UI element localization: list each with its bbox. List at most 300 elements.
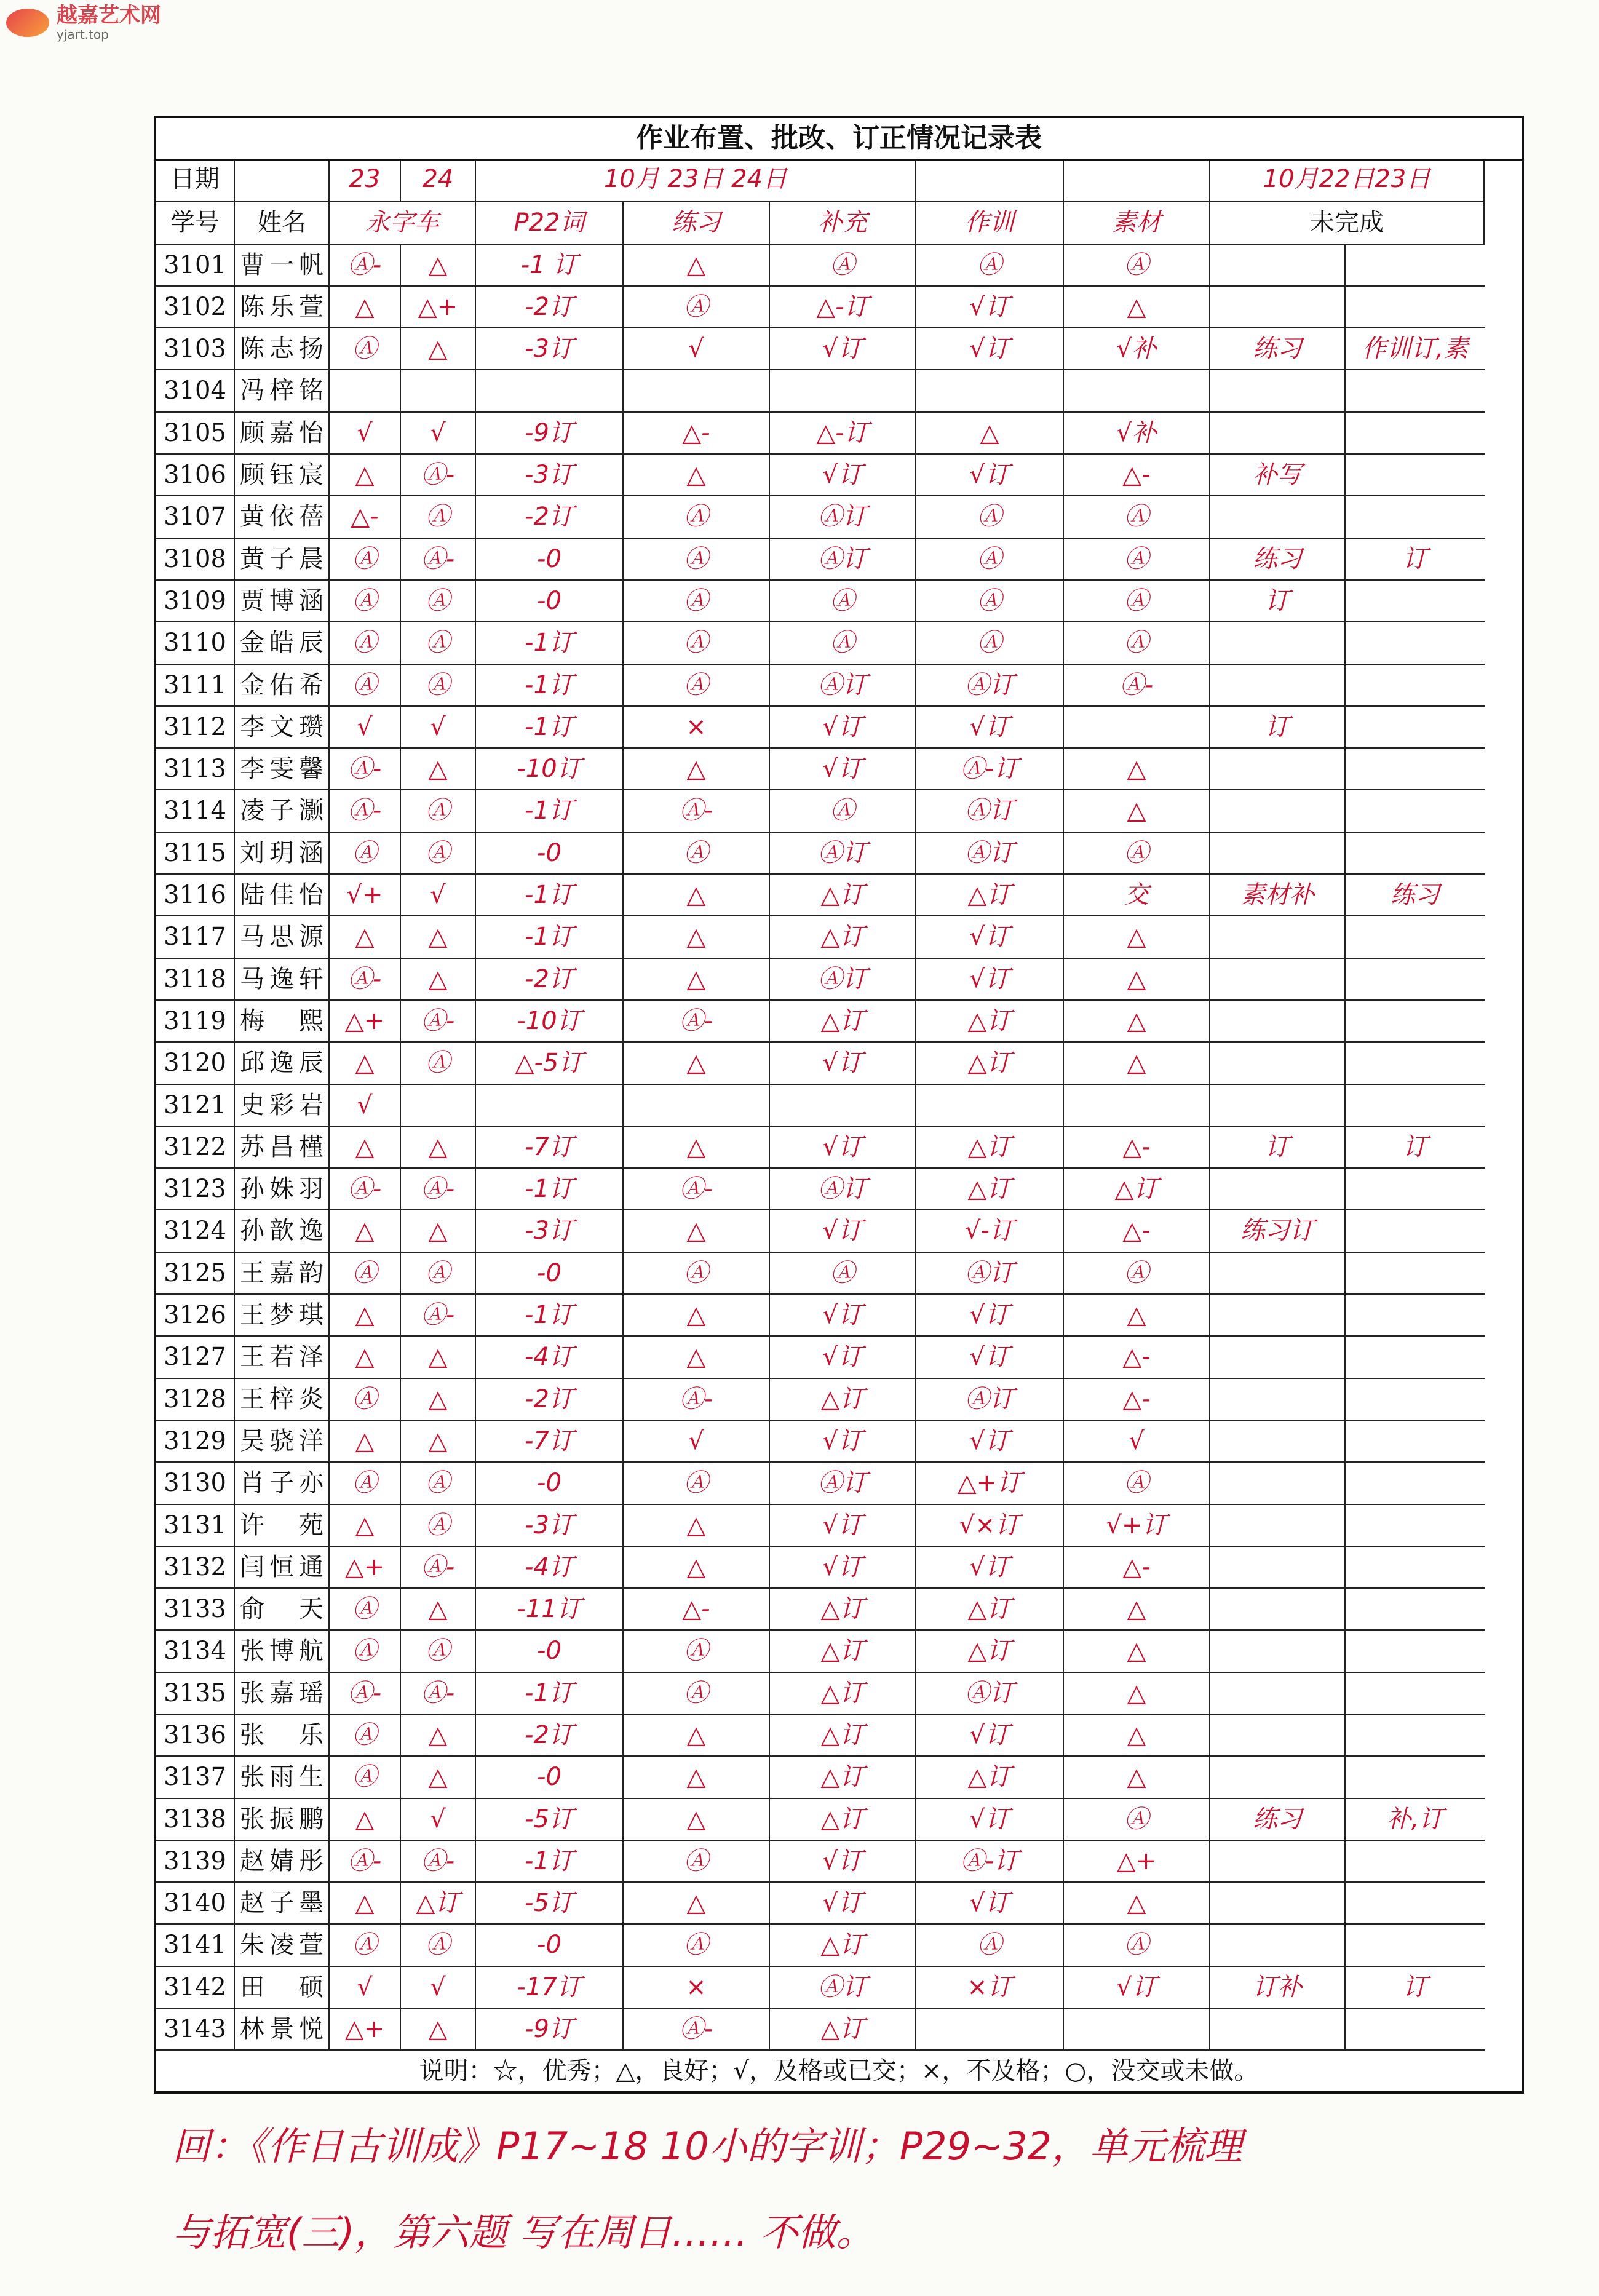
mark-buchong-cell: √订 [770, 1421, 916, 1463]
mark-p22-cell: -2订 [476, 959, 624, 1001]
mark-sucai-cell: Ⓐ [1064, 581, 1210, 622]
incomplete-1-cell [1210, 1463, 1346, 1504]
mark-sucai-cell [1064, 2009, 1210, 2051]
student-id-cell: 3109 [156, 581, 235, 622]
mark-sucai-cell: Ⓐ- [1064, 665, 1210, 707]
mark-sucai-cell [1064, 1085, 1210, 1127]
mark-zuoxun-cell: Ⓐ [916, 245, 1064, 287]
student-id-cell: 3116 [156, 875, 235, 916]
mark-zuoxun-cell: Ⓐ [916, 539, 1064, 581]
mark-zuoxun-cell: √订 [916, 1799, 1064, 1841]
mark-p22-cell: -3订 [476, 328, 624, 370]
mark-sucai-cell: √订 [1064, 1967, 1210, 2009]
mark-p22-cell: -10订 [476, 749, 624, 790]
mark-p22-cell: -1订 [476, 1295, 624, 1337]
incomplete-1-cell [1210, 833, 1346, 875]
student-name-cell: 张振鹏 [235, 1799, 330, 1841]
column-header-row [156, 202, 1522, 244]
mark-p22-cell: -0 [476, 1631, 624, 1672]
mark-sucai-cell: √+订 [1064, 1505, 1210, 1547]
col-header-incomplete: 未完成 [1210, 202, 1485, 244]
mark-sucai-cell: △ [1064, 916, 1210, 958]
mark-sucai-cell: △ [1064, 1673, 1210, 1715]
student-id-cell: 3138 [156, 1799, 235, 1841]
mark-zuoxun-cell: √订 [916, 287, 1064, 328]
mark-p22-cell: -1订 [476, 665, 624, 707]
incomplete-1-cell [1210, 2009, 1346, 2051]
mark-p22-cell: -0 [476, 1757, 624, 1798]
mark-p22-cell: -4订 [476, 1547, 624, 1589]
student-id-cell: 3136 [156, 1715, 235, 1757]
mark-yongzi-24-cell: Ⓐ [401, 1505, 476, 1547]
mark-lianxi-cell: △ [624, 1799, 770, 1841]
incomplete-1-cell [1210, 496, 1346, 538]
incomplete-1-cell: 练习 [1210, 328, 1346, 370]
mark-buchong-cell: △订 [770, 1631, 916, 1672]
mark-zuoxun-cell: Ⓐ订 [916, 833, 1064, 875]
student-id-cell: 3119 [156, 1001, 235, 1043]
mark-sucai-cell: △ [1064, 749, 1210, 790]
student-name-cell: 贾博涵 [235, 581, 330, 622]
incomplete-1-cell: 订 [1210, 1127, 1346, 1169]
incomplete-2-cell [1346, 1085, 1485, 1127]
incomplete-2-cell [1346, 959, 1485, 1001]
mark-yongzi-23-cell: △ [330, 1799, 401, 1841]
incomplete-1-cell [1210, 1043, 1346, 1084]
mark-yongzi-24-cell: √ [401, 875, 476, 916]
incomplete-1-cell: 订补 [1210, 1967, 1346, 2009]
incomplete-2-cell [1346, 749, 1485, 790]
student-id-cell: 3129 [156, 1421, 235, 1463]
incomplete-1-cell: 练习 [1210, 1799, 1346, 1841]
mark-zuoxun-cell: √订 [916, 1547, 1064, 1589]
student-name-cell: 顾嘉怡 [235, 413, 330, 455]
student-id-cell: 3111 [156, 665, 235, 707]
mark-yongzi-24-cell: Ⓐ [401, 1253, 476, 1295]
mark-sucai-cell: Ⓐ [1064, 622, 1210, 664]
student-id-cell: 3127 [156, 1337, 235, 1378]
mark-buchong-cell: Ⓐ订 [770, 1169, 916, 1210]
col-header-yongzi: 永字车 [330, 202, 476, 244]
incomplete-2-cell: 订 [1346, 1967, 1485, 2009]
mark-zuoxun-cell: √订 [916, 1295, 1064, 1337]
student-id-cell: 3139 [156, 1841, 235, 1883]
mark-lianxi-cell: Ⓐ- [624, 1001, 770, 1043]
mark-yongzi-23-cell: △+ [330, 2009, 401, 2051]
mark-zuoxun-cell: ×订 [916, 1967, 1064, 2009]
mark-buchong-cell: △订 [770, 875, 916, 916]
mark-p22-cell: -1订 [476, 707, 624, 749]
student-name-cell: 吴骁洋 [235, 1421, 330, 1463]
student-name-cell: 张 乐 [235, 1715, 330, 1757]
incomplete-2-cell [1346, 1463, 1485, 1504]
mark-sucai-cell: △+ [1064, 1841, 1210, 1883]
incomplete-2-cell [1346, 1421, 1485, 1463]
incomplete-1-cell: 订 [1210, 581, 1346, 622]
student-id-cell: 3134 [156, 1631, 235, 1672]
mark-yongzi-23-cell: Ⓐ [330, 833, 401, 875]
mark-zuoxun-cell: √订 [916, 1337, 1064, 1378]
student-name-cell: 邱逸辰 [235, 1043, 330, 1084]
mark-yongzi-24-cell: Ⓐ- [401, 539, 476, 581]
mark-sucai-cell: △ [1064, 287, 1210, 328]
student-id-cell: 3113 [156, 749, 235, 790]
mark-zuoxun-cell: △订 [916, 1043, 1064, 1084]
student-id-cell: 3135 [156, 1673, 235, 1715]
mark-yongzi-24-cell: △ [401, 245, 476, 287]
mark-buchong-cell: △订 [770, 1001, 916, 1043]
mark-yongzi-23-cell: △ [330, 916, 401, 958]
mark-yongzi-24-cell: Ⓐ [401, 790, 476, 832]
mark-yongzi-23-cell: Ⓐ [330, 539, 401, 581]
mark-sucai-cell: Ⓐ [1064, 1799, 1210, 1841]
mark-buchong-cell: △订 [770, 2009, 916, 2051]
mark-yongzi-23-cell: △ [330, 1127, 401, 1169]
date-mark-2: 24 [401, 161, 476, 202]
mark-yongzi-23-cell: Ⓐ [330, 1379, 401, 1421]
student-name-cell: 王梦琪 [235, 1295, 330, 1337]
student-id-cell: 3143 [156, 2009, 235, 2051]
mark-yongzi-23-cell: △ [330, 1883, 401, 1925]
mark-zuoxun-cell: △订 [916, 1631, 1064, 1672]
student-id-cell: 3141 [156, 1925, 235, 1966]
mark-lianxi-cell [624, 1085, 770, 1127]
handwritten-note-1: 回：《作日古训成》P17~18 10小的字训；P29~32，单元梳理 [172, 2124, 1242, 2169]
mark-yongzi-23-cell: √ [330, 1967, 401, 2009]
mark-yongzi-24-cell: Ⓐ [401, 1463, 476, 1504]
mark-zuoxun-cell: Ⓐ [916, 581, 1064, 622]
mark-zuoxun-cell: △订 [916, 875, 1064, 916]
mark-buchong-cell: Ⓐ [770, 790, 916, 832]
mark-lianxi-cell: △ [624, 959, 770, 1001]
mark-yongzi-24-cell: Ⓐ [401, 1631, 476, 1672]
mark-yongzi-23-cell: △ [330, 1505, 401, 1547]
mark-zuoxun-cell: △订 [916, 1001, 1064, 1043]
student-id-cell: 3106 [156, 455, 235, 496]
mark-lianxi-cell: △ [624, 1547, 770, 1589]
mark-yongzi-23-cell: Ⓐ [330, 1631, 401, 1672]
incomplete-2-cell [1346, 1379, 1485, 1421]
mark-lianxi-cell [624, 370, 770, 412]
incomplete-2-cell [1346, 790, 1485, 832]
mark-zuoxun-cell [916, 370, 1064, 412]
student-name-cell: 苏昌槿 [235, 1127, 330, 1169]
mark-buchong-cell: √订 [770, 1547, 916, 1589]
mark-yongzi-23-cell: Ⓐ [330, 581, 401, 622]
mark-buchong-cell: △订 [770, 1379, 916, 1421]
mark-lianxi-cell: △ [624, 1127, 770, 1169]
mark-zuoxun-cell: √-订 [916, 1210, 1064, 1252]
incomplete-2-cell [1346, 916, 1485, 958]
mark-lianxi-cell: Ⓐ- [624, 1169, 770, 1210]
col-header-buchong: 补充 [770, 202, 916, 244]
incomplete-1-cell [1210, 1547, 1346, 1589]
mark-lianxi-cell: × [624, 707, 770, 749]
mark-yongzi-24-cell: △订 [401, 1883, 476, 1925]
student-name-cell: 刘玥涵 [235, 833, 330, 875]
mark-yongzi-23-cell: Ⓐ [330, 1757, 401, 1798]
mark-yongzi-24-cell [401, 370, 476, 412]
mark-p22-cell: -10订 [476, 1001, 624, 1043]
incomplete-2-cell [1346, 1925, 1485, 1966]
incomplete-1-cell: 订 [1210, 707, 1346, 749]
mark-lianxi-cell: △ [624, 1505, 770, 1547]
student-name-cell: 李文瓒 [235, 707, 330, 749]
student-name-cell: 林景悦 [235, 2009, 330, 2051]
student-id-cell: 3126 [156, 1295, 235, 1337]
mark-lianxi-cell: Ⓐ [624, 665, 770, 707]
mark-p22-cell [476, 1085, 624, 1127]
mark-yongzi-24-cell: △ [401, 1757, 476, 1798]
mark-lianxi-cell: Ⓐ [624, 1925, 770, 1966]
mark-yongzi-24-cell: Ⓐ- [401, 1547, 476, 1589]
student-name-cell: 金佑希 [235, 665, 330, 707]
incomplete-2-cell [1346, 1505, 1485, 1547]
mark-yongzi-23-cell: Ⓐ [330, 622, 401, 664]
student-id-cell: 3133 [156, 1589, 235, 1631]
incomplete-1-cell [1210, 1841, 1346, 1883]
mark-lianxi-cell: △ [624, 1715, 770, 1757]
mark-sucai-cell: △ [1064, 1757, 1210, 1798]
mark-sucai-cell: △- [1064, 1379, 1210, 1421]
student-id-cell: 3132 [156, 1547, 235, 1589]
mark-p22-cell: -5订 [476, 1883, 624, 1925]
mark-sucai-cell: △订 [1064, 1169, 1210, 1210]
incomplete-2-cell [1346, 1715, 1485, 1757]
mark-yongzi-24-cell: Ⓐ [401, 1043, 476, 1084]
mark-yongzi-24-cell: Ⓐ- [401, 1169, 476, 1210]
mark-sucai-cell: √ [1064, 1421, 1210, 1463]
incomplete-2-cell: 补,订 [1346, 1799, 1485, 1841]
incomplete-2-cell: 订 [1346, 539, 1485, 581]
student-id-cell: 3101 [156, 245, 235, 287]
mark-sucai-cell [1064, 707, 1210, 749]
mark-buchong-cell [770, 370, 916, 412]
mark-lianxi-cell: Ⓐ [624, 1253, 770, 1295]
mark-buchong-cell: √订 [770, 1210, 916, 1252]
mark-buchong-cell: △-订 [770, 287, 916, 328]
mark-lianxi-cell: Ⓐ [624, 539, 770, 581]
student-id-cell: 3140 [156, 1883, 235, 1925]
incomplete-2-cell [1346, 707, 1485, 749]
mark-buchong-cell: Ⓐ [770, 245, 916, 287]
mark-buchong-cell: Ⓐ [770, 581, 916, 622]
mark-sucai-cell: Ⓐ [1064, 833, 1210, 875]
incomplete-2-cell: 作训订,素 [1346, 328, 1485, 370]
mark-sucai-cell: △ [1064, 1589, 1210, 1631]
mark-yongzi-24-cell: √ [401, 413, 476, 455]
mark-zuoxun-cell: Ⓐ订 [916, 1379, 1064, 1421]
mark-sucai-cell: △- [1064, 1337, 1210, 1378]
student-name-cell: 赵子墨 [235, 1883, 330, 1925]
mark-lianxi-cell: √ [624, 1421, 770, 1463]
student-id-cell: 3137 [156, 1757, 235, 1798]
mark-lianxi-cell: Ⓐ- [624, 1379, 770, 1421]
mark-lianxi-cell: Ⓐ [624, 287, 770, 328]
mark-lianxi-cell: Ⓐ- [624, 2009, 770, 2051]
mark-yongzi-23-cell: Ⓐ- [330, 1169, 401, 1210]
mark-buchong-cell: √订 [770, 455, 916, 496]
mark-yongzi-23-cell: Ⓐ [330, 665, 401, 707]
incomplete-2-cell [1346, 1631, 1485, 1672]
student-name-cell: 凌子灏 [235, 790, 330, 832]
date-label: 日期 [156, 161, 235, 202]
mark-buchong-cell: Ⓐ订 [770, 959, 916, 1001]
mark-sucai-cell: △ [1064, 1043, 1210, 1084]
student-id-cell: 3110 [156, 622, 235, 664]
mark-buchong-cell: △订 [770, 1799, 916, 1841]
student-id-cell: 3142 [156, 1967, 235, 2009]
mark-p22-cell: -1订 [476, 1841, 624, 1883]
student-name-cell: 张雨生 [235, 1757, 330, 1798]
mark-buchong-cell: △订 [770, 1715, 916, 1757]
student-name-cell: 马思源 [235, 916, 330, 958]
mark-yongzi-23-cell: △ [330, 1043, 401, 1084]
mark-yongzi-23-cell: △- [330, 496, 401, 538]
mark-yongzi-24-cell: △ [401, 749, 476, 790]
incomplete-2-cell [1346, 1673, 1485, 1715]
handwritten-note-2: 与拓宽(三)，第六题 写在周日…… 不做。 [172, 2210, 875, 2255]
col-header-lianxi: 练习 [624, 202, 770, 244]
mark-sucai-cell: Ⓐ [1064, 539, 1210, 581]
mark-yongzi-24-cell: Ⓐ [401, 665, 476, 707]
mark-yongzi-23-cell: √ [330, 707, 401, 749]
mark-lianxi-cell: × [624, 1967, 770, 2009]
incomplete-2-cell [1346, 665, 1485, 707]
mark-sucai-cell: △- [1064, 1547, 1210, 1589]
mark-buchong-cell: √订 [770, 1127, 916, 1169]
mark-yongzi-23-cell [330, 370, 401, 412]
mark-p22-cell: -0 [476, 1463, 624, 1504]
mark-p22-cell: -9订 [476, 2009, 624, 2051]
mark-buchong-cell: △订 [770, 1925, 916, 1966]
mark-sucai-cell: √补 [1064, 413, 1210, 455]
incomplete-1-cell: 素材补 [1210, 875, 1346, 916]
mark-lianxi-cell: △ [624, 455, 770, 496]
incomplete-2-cell [1346, 455, 1485, 496]
mark-lianxi-cell: Ⓐ [624, 1841, 770, 1883]
mark-zuoxun-cell: √订 [916, 707, 1064, 749]
mark-sucai-cell: △ [1064, 1715, 1210, 1757]
mark-buchong-cell: Ⓐ订 [770, 1967, 916, 2009]
mark-yongzi-24-cell: √ [401, 1799, 476, 1841]
mark-sucai-cell: √补 [1064, 328, 1210, 370]
incomplete-1-cell [1210, 1253, 1346, 1295]
mark-p22-cell: △-5订 [476, 1043, 624, 1084]
mark-p22-cell: -3订 [476, 455, 624, 496]
col-header-p22: P22词 [476, 202, 624, 244]
student-name-cell: 张嘉瑶 [235, 1673, 330, 1715]
mark-zuoxun-cell [916, 2009, 1064, 2051]
mark-p22-cell: -17订 [476, 1967, 624, 2009]
mark-yongzi-23-cell: Ⓐ [330, 1463, 401, 1504]
mark-zuoxun-cell: △订 [916, 1589, 1064, 1631]
student-id-cell: 3121 [156, 1085, 235, 1127]
mark-buchong-cell: √订 [770, 1043, 916, 1084]
mark-yongzi-23-cell: √+ [330, 875, 401, 916]
incomplete-1-cell [1210, 1085, 1346, 1127]
mark-p22-cell: -2订 [476, 496, 624, 538]
mark-zuoxun-cell: Ⓐ-订 [916, 749, 1064, 790]
student-name-cell: 闫恒通 [235, 1547, 330, 1589]
mark-lianxi-cell: Ⓐ [624, 496, 770, 538]
mark-p22-cell: -1订 [476, 1169, 624, 1210]
mark-zuoxun-cell: √订 [916, 1421, 1064, 1463]
incomplete-2-cell [1346, 581, 1485, 622]
student-id-cell: 3131 [156, 1505, 235, 1547]
student-name-cell: 肖子亦 [235, 1463, 330, 1504]
mark-buchong-cell: Ⓐ [770, 622, 916, 664]
mark-zuoxun-cell: △订 [916, 1169, 1064, 1210]
incomplete-1-cell [1210, 1337, 1346, 1378]
mark-p22-cell: -3订 [476, 1210, 624, 1252]
incomplete-1-cell [1210, 1505, 1346, 1547]
incomplete-1-cell [1210, 1421, 1346, 1463]
mark-yongzi-23-cell: Ⓐ- [330, 790, 401, 832]
mark-yongzi-24-cell [401, 1085, 476, 1127]
mark-buchong-cell [770, 1085, 916, 1127]
incomplete-2-cell [1346, 496, 1485, 538]
watermark-url: yjart.top [57, 27, 109, 42]
mark-p22-cell: -1订 [476, 1673, 624, 1715]
mark-buchong-cell: Ⓐ订 [770, 1463, 916, 1504]
incomplete-1-cell [1210, 1715, 1346, 1757]
mark-yongzi-23-cell: Ⓐ- [330, 959, 401, 1001]
mark-zuoxun-cell: △订 [916, 1127, 1064, 1169]
mark-yongzi-24-cell: △ [401, 1379, 476, 1421]
mark-zuoxun-cell: √订 [916, 1715, 1064, 1757]
incomplete-1-cell [1210, 1631, 1346, 1672]
mark-p22-cell: -11订 [476, 1589, 624, 1631]
mark-yongzi-23-cell: Ⓐ [330, 1589, 401, 1631]
mark-yongzi-23-cell: △+ [330, 1001, 401, 1043]
student-id-cell: 3118 [156, 959, 235, 1001]
mark-p22-cell: -9订 [476, 413, 624, 455]
mark-lianxi-cell: △ [624, 1043, 770, 1084]
mark-yongzi-24-cell: Ⓐ [401, 622, 476, 664]
mark-lianxi-cell: Ⓐ [624, 1673, 770, 1715]
date-mark-3: 10月 23日 24日 [476, 161, 916, 202]
mark-lianxi-cell: △ [624, 245, 770, 287]
mark-yongzi-23-cell: Ⓐ [330, 328, 401, 370]
mark-yongzi-24-cell: Ⓐ- [401, 1841, 476, 1883]
mark-lianxi-cell: Ⓐ [624, 1631, 770, 1672]
mark-p22-cell: -5订 [476, 1799, 624, 1841]
student-id-cell: 3102 [156, 287, 235, 328]
incomplete-1-cell [1210, 790, 1346, 832]
mark-sucai-cell: △- [1064, 1210, 1210, 1252]
mark-buchong-cell: △订 [770, 916, 916, 958]
incomplete-1-cell [1210, 370, 1346, 412]
incomplete-1-cell [1210, 749, 1346, 790]
mark-zuoxun-cell: Ⓐ [916, 622, 1064, 664]
student-name-cell: 朱凌萱 [235, 1925, 330, 1966]
mark-yongzi-23-cell: △ [330, 287, 401, 328]
mark-p22-cell: -7订 [476, 1127, 624, 1169]
mark-yongzi-23-cell: △+ [330, 1547, 401, 1589]
mark-yongzi-24-cell: △ [401, 1127, 476, 1169]
mark-yongzi-24-cell: Ⓐ- [401, 1673, 476, 1715]
student-name-cell: 王若泽 [235, 1337, 330, 1378]
incomplete-1-cell: 练习 [1210, 539, 1346, 581]
mark-buchong-cell: Ⓐ订 [770, 665, 916, 707]
mark-yongzi-23-cell: △ [330, 1295, 401, 1337]
incomplete-1-cell [1210, 1883, 1346, 1925]
incomplete-2-cell [1346, 622, 1485, 664]
incomplete-2-cell [1346, 1589, 1485, 1631]
incomplete-2-cell [1346, 2009, 1485, 2051]
mark-yongzi-24-cell: √ [401, 707, 476, 749]
